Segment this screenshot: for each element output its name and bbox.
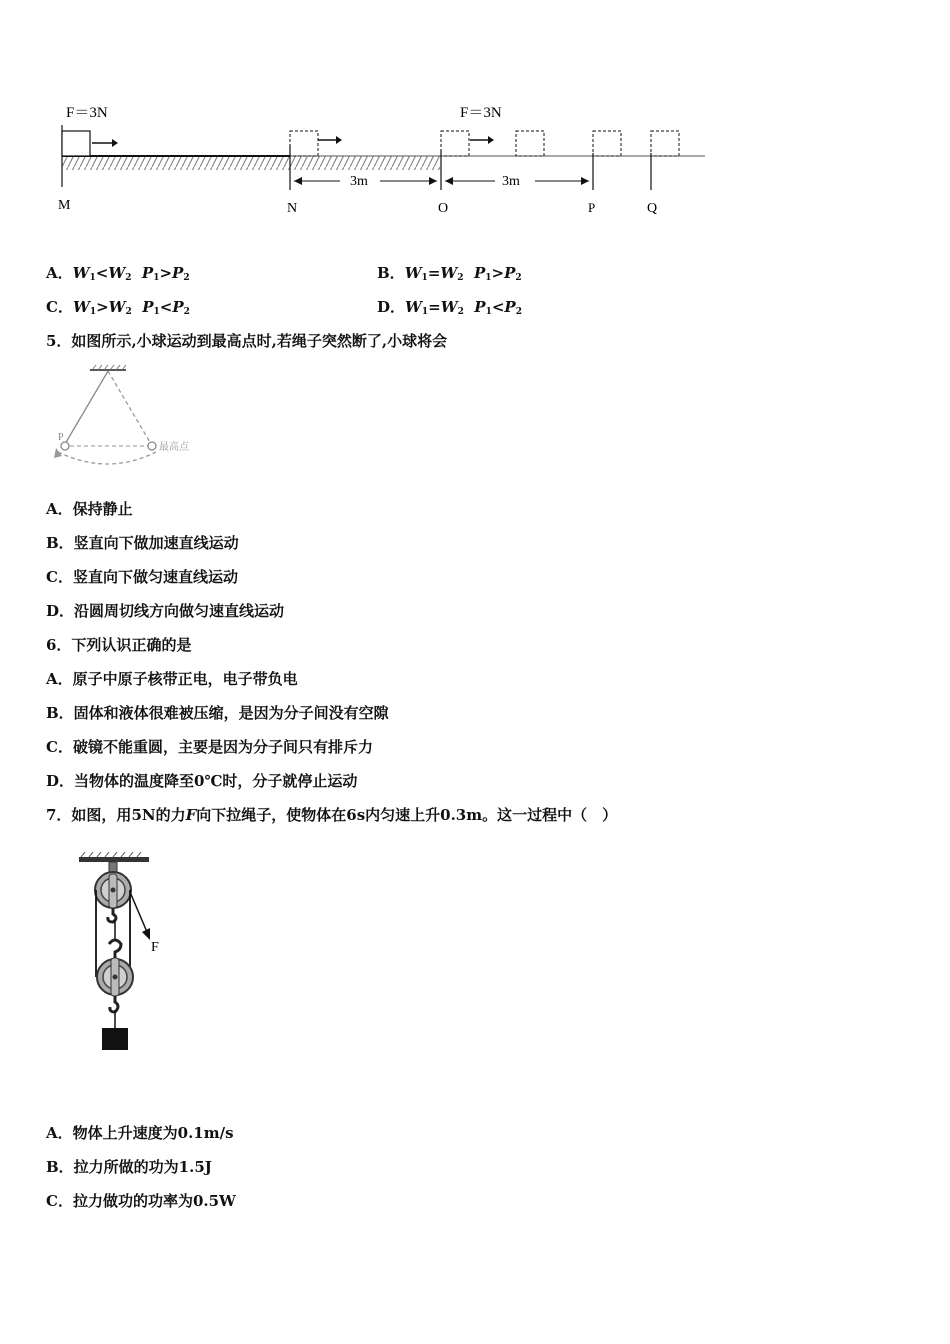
point-label-n: N [287,201,298,216]
figure-block-motion [50,95,720,225]
ball-left [61,442,69,450]
weight-block [102,1028,128,1050]
q5-option-a[interactable]: A．保持静止 [46,500,133,518]
q4-option-b[interactable]: B．$W_1=W_2$ $P_1>P_2$ [377,264,522,283]
q7-option-a[interactable]: A．物体上升速度为0.1m/s [46,1124,234,1142]
q5-option-c[interactable]: C．竖直向下做匀速直线运动 [46,568,238,586]
q5-stem: 5．如图所示,小球运动到最高点时,若绳子突然断了,小球将会 [46,332,448,350]
block-dashed-3 [516,131,544,156]
q7-option-b[interactable]: B．拉力所做的功为1.5J [46,1158,212,1176]
q4-option-d[interactable]: D．$W_1=W_2$ $P_1<P_2$ [377,298,522,317]
distance-label-2: 3m [502,174,520,189]
q6-option-a[interactable]: A．原子中原子核带正电，电子带负电 [46,670,298,688]
force-label-right: F＝3N [460,105,502,121]
surface-hatch-no [290,156,440,170]
q6-option-c[interactable]: C．破镜不能重圆，主要是因为分子间只有排斥力 [46,738,373,756]
block-dashed-q [651,131,679,156]
q6-option-b[interactable]: B．固体和液体很难被压缩，是因为分子间没有空隙 [46,704,389,722]
point-label-q: Q [647,201,658,216]
force-label-f: F [151,940,159,955]
q5-option-d[interactable]: D．沿圆周切线方向做匀速直线运动 [46,602,285,620]
q7-option-c[interactable]: C．拉力做功的功率为0.5W [46,1192,236,1210]
rough-surface-hatch [62,156,290,170]
figure-pendulum [48,364,208,476]
block-solid [62,131,90,156]
block-dashed-p [593,131,621,156]
distance-label-1: 3m [350,174,368,189]
q4-option-a[interactable]: A．$W_1<W_2$ $P_1>P_2$ [46,264,190,283]
label-top-point: 最高点 [159,442,189,453]
point-label-p: P [588,200,596,215]
q6-stem: 6．下列认识正确的是 [46,636,192,654]
q4-option-c[interactable]: C．$W_1>W_2$ $P_1<P_2$ [46,298,190,317]
point-label-o: O [438,201,449,216]
block-dashed-o [441,131,469,156]
point-label-m: M [58,198,71,213]
label-p: P [58,432,64,443]
figure-pulley [75,852,175,1054]
force-label-left: F＝3N [66,105,108,121]
q7-stem: 7．如图，用5N的力F向下拉绳子，使物体在6s内匀速上升0.3m。这一过程中（ ） [46,806,618,824]
ball-top-point [148,442,156,450]
q6-option-d[interactable]: D．当物体的温度降至0℃时，分子就停止运动 [46,772,358,790]
block-dashed-n [290,131,318,156]
q5-option-b[interactable]: B．竖直向下做加速直线运动 [46,534,239,552]
